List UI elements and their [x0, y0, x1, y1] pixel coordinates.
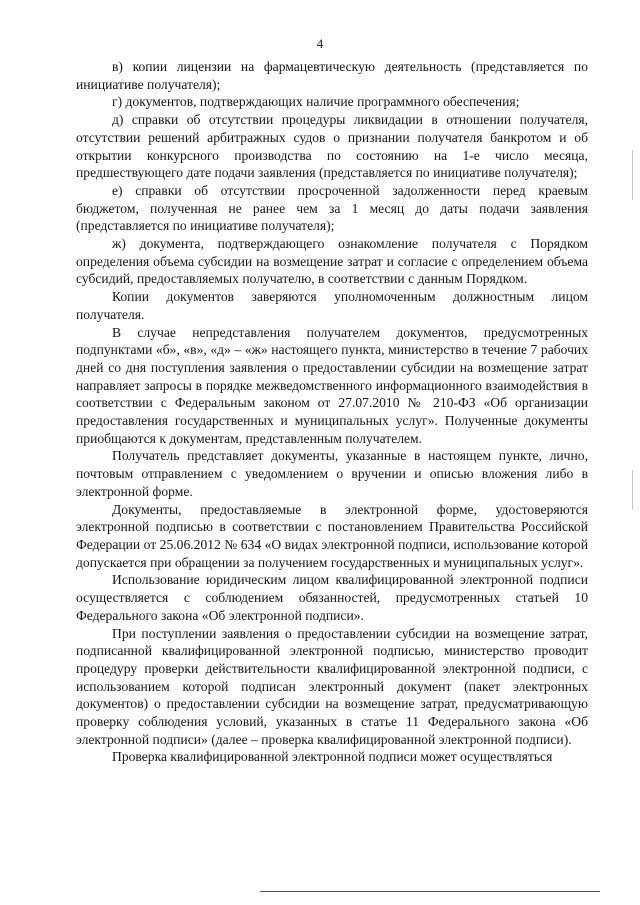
paragraph-verification-continues: Проверка квалифицированной электронной подписи может осуществляться: [112, 749, 553, 765]
page-number: 4: [316, 36, 324, 51]
scan-edge-mark: [632, 150, 633, 200]
paragraph-electronic-documents: Документы, предоставляемые в электронной форме, удостоверяются электронной подписью в соответствии с постановлением Правительства Российской Федерации от 25.06.2012 № 634 «О видах электронной подписи, использование которой допускается при обращении за получением государственных и муниципальных услуг».: [76, 501, 588, 570]
paragraph-interagency-requests: В случае непредставления получателем документов, предусмотренных подпунктами «б», «в», «д» – «ж» настоящего пункта, министерство в течение 7 рабочих дней со дня поступления заявления о предоставлении субсидии на возмещение затрат направляет запросы в порядке межведомственного информационного взаимодействия в соответствии с Федеральным законом от 27.07.2010 № 210-ФЗ «Об организации предоставления государственных и муниципальных услуг». Полученные документы приобщаются к документам, представленным получателем.: [76, 324, 588, 446]
scan-edge-mark: [632, 470, 633, 510]
paragraph-item-d: д) справки об отсутствии процедуры ликвидации в отношении получателя, отсутствии решений арбитражных судов о признании получателя банкротом и об открытии конкурсного производства по состоянию на 1-е число месяца, предшествующего дате подачи заявления (представляется по инициативе получателя);: [76, 112, 588, 181]
paragraph-document-certification: Копии документов заверяются уполномоченным должностным лицом получателя.: [76, 289, 588, 322]
document-body: [76, 58, 588, 766]
paragraph-item-zh: ж) документа, подтверждающего ознакомление получателя с Порядком определения объема субсидии на возмещение затрат и согласие с определением объема субсидий, предоставляемых получателю, в соответствии с данным Порядком.: [76, 236, 588, 287]
paragraph-qualified-signature-use: Использование юридическим лицом квалифицированной электронной подписи осуществляется с соблюдением обязанностей, предусмотренных статьей 10 Федерального закона «Об электронной подписи».: [76, 572, 588, 623]
scan-bottom-line: [260, 891, 600, 892]
paragraph-signature-verification: При поступлении заявления о предоставлении субсидии на возмещение затрат, подписанной квалифицированной электронной подписью, министерство проводит процедуру проверки действительности квалифицированной электронной подписи, с использованием которой подписан электронный документ (пакет электронных документов) о предоставлении субсидии на возмещение затрат, предусматривающую проверку соблюдения условий, указанных в статье 11 Федерального закона «Об электронной подписи» (далее – проверка квалифицированной электронной подписи).: [76, 625, 588, 747]
paragraph-item-e: е) справки об отсутствии просроченной задолженности перед краевым бюджетом, полученная не ранее чем за 1 месяц до даты подачи заявления (представляется по инициативе получателя);: [76, 182, 588, 234]
paragraph-submission-methods: Получатель представляет документы, указанные в настоящем пункте, лично, почтовым отправлением с уведомлением о вручении и описью вложения либо в электронной форме.: [76, 448, 588, 499]
paragraph-item-g: г) документов, подтверждающих наличие программного обеспечения;: [112, 94, 520, 110]
paragraph-item-v: в) копии лицензии на фармацевтическую деятельность (представляется по инициативе получателя);: [76, 59, 588, 92]
